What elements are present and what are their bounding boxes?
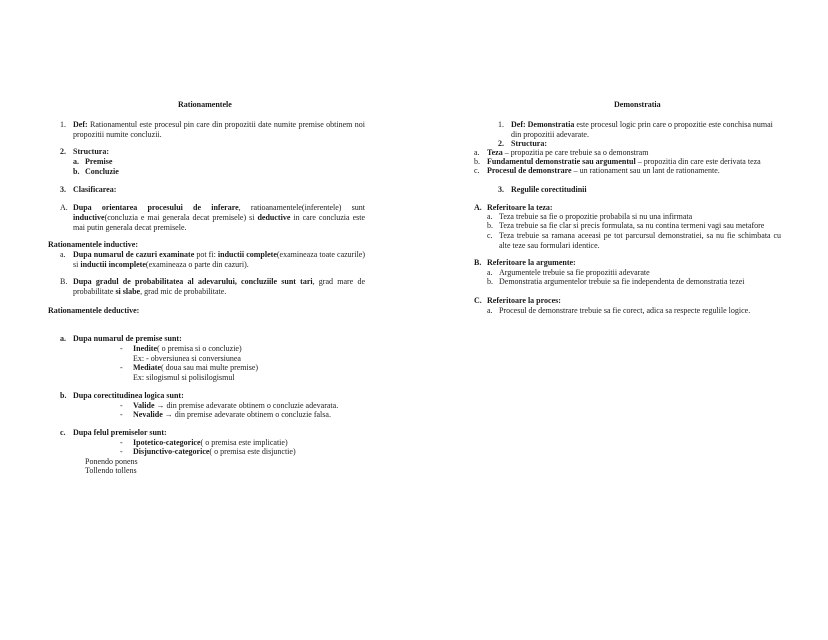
- teza-rules-heading: Referitoare la teza:: [487, 203, 553, 212]
- list-number: 3.: [60, 185, 66, 194]
- orientare-paragraph: Dupa orientarea procesului de inferare, ratioanamentele(inferentele) sunt inductive(concluzia e mai generala decat premisele) si deductive in care concluzia este mai putin generala decat premisele.: [73, 203, 365, 232]
- list-dash: -: [120, 401, 123, 410]
- proces-rules-heading: Referitoare la proces:: [487, 296, 561, 305]
- list-dash: -: [120, 410, 123, 419]
- list-letter: A.: [474, 203, 482, 212]
- nevalide-item: Nevalide → din premise adevarate obtinem o concluzie falsa.: [133, 410, 331, 419]
- clasificarea-heading: Clasificarea:: [73, 185, 117, 194]
- rationament-definition: Def: Rationamentul este procesul pin care din propozitii date numite premise obtinem noi propozitii numite concluzii.: [73, 120, 365, 139]
- teza-rule-item: Teza trebuie sa fie o propozitie probabila si nu una infirmata: [499, 212, 693, 221]
- list-letter: c.: [60, 428, 66, 437]
- left-page-title: Rationamentele: [178, 100, 232, 109]
- list-letter: a.: [73, 157, 79, 166]
- ipotetico-item: Ipotetico-categorice( o premisa este implicatie): [133, 438, 288, 447]
- list-letter: a.: [487, 212, 493, 221]
- deductive-heading: Rationamentele deductive:: [48, 306, 140, 315]
- argument-rule-item: Argumentele trebuie sa fie propozitii adevarate: [499, 268, 650, 277]
- proces-rule-item: Procesul de demonstrare trebuie sa fie corect, adica sa respecte regulile logice.: [499, 306, 751, 315]
- list-number: 2.: [60, 147, 66, 156]
- probabilitate-paragraph: Dupa gradul de probabilitatea al adevarului, concluziile sunt tari, grad mare de probabilitate si slabe, grad mic de probabilitate.: [73, 277, 365, 296]
- inedite-item: Inedite( o premisa si o concluzie): [133, 344, 242, 353]
- list-letter: A.: [60, 203, 68, 212]
- list-letter: b.: [474, 157, 480, 166]
- reguli-heading: Regulile corectitudinii: [511, 185, 587, 194]
- list-dash: -: [120, 447, 123, 456]
- list-letter: c.: [487, 231, 493, 240]
- teza-item: Teza – propozitia pe care trebuie sa o demonstram: [487, 148, 649, 157]
- list-number: 3.: [498, 185, 504, 194]
- fundament-item: Fundamentul demonstratie sau argumentul – propozitia din care este derivata teza: [487, 157, 761, 166]
- ponendo-ponens: Ponendo ponens: [85, 457, 138, 466]
- concluzie-item: Concluzie: [85, 167, 119, 176]
- proces-item: Procesul de demonstrare – un rationament sau un lant de rationamente.: [487, 166, 720, 175]
- tollendo-tollens: Tollendo tollens: [85, 466, 137, 475]
- list-letter: B.: [474, 258, 482, 267]
- list-letter: b.: [487, 277, 493, 286]
- list-number: 1.: [498, 120, 504, 129]
- teza-rule-item: Teza trebuie sa ramana aceeasi pe tot parcursul demonstratiei, sa nu fie schimbata cu alte teze sau formulari identice.: [499, 231, 781, 250]
- list-letter: a.: [474, 148, 480, 157]
- corectitudine-heading: Dupa corectitudinea logica sunt:: [73, 391, 184, 400]
- inedite-example: Ex: - obversiunea si conversiunea: [133, 354, 241, 363]
- list-dash: -: [120, 363, 123, 372]
- demonstratie-definition: Def: Demonstratia este procesul logic prin care o propozitie este conchisa numai din propozitii adevarate.: [511, 120, 773, 139]
- inductive-heading: Rationamentele inductive:: [48, 240, 138, 249]
- list-letter: b.: [487, 221, 493, 230]
- mediate-example: Ex: silogismul si polisilogismul: [133, 373, 235, 382]
- disjunctivo-item: Disjunctivo-categorice( o premisa este disjunctie): [133, 447, 296, 456]
- list-number: 2.: [498, 139, 504, 148]
- list-number: 1.: [60, 120, 66, 129]
- list-letter: a.: [60, 334, 66, 343]
- numar-premise-heading: Dupa numarul de premise sunt:: [73, 334, 182, 343]
- list-letter: C.: [474, 296, 482, 305]
- structura-heading: Structura:: [511, 139, 547, 148]
- list-letter: B.: [60, 277, 68, 286]
- right-page-title: Demonstratia: [614, 100, 661, 109]
- list-letter: b.: [73, 167, 80, 176]
- list-letter: a.: [487, 306, 493, 315]
- list-letter: b.: [60, 391, 67, 400]
- list-letter: a.: [60, 250, 66, 259]
- valide-item: Valide → din premise adevarate obtinem o concluzie adevarata.: [133, 401, 339, 410]
- list-dash: -: [120, 344, 123, 353]
- list-letter: a.: [487, 268, 493, 277]
- structura-heading: Structura:: [73, 147, 109, 156]
- felul-premiselor-heading: Dupa felul premiselor sunt:: [73, 428, 167, 437]
- argument-rule-item: Demonstratia argumentelor trebuie sa fie independenta de demonstratia tezei: [499, 277, 745, 286]
- teza-rule-item: Teza trebuie sa fie clar si precis formulata, sa nu contina termeni vagi sau metafore: [499, 221, 765, 230]
- mediate-item: Mediate( doua sau mai multe premise): [133, 363, 259, 372]
- argumente-rules-heading: Referitoare la argumente:: [487, 258, 576, 267]
- premise-item: Premise: [85, 157, 113, 166]
- inductive-paragraph: Dupa numarul de cazuri examinate pot fi: inductii complete(examineaza toate cazurile) si inductii incomplete(examineaza o parte din cazuri).: [73, 250, 365, 269]
- list-letter: c.: [474, 166, 480, 175]
- list-dash: -: [120, 438, 123, 447]
